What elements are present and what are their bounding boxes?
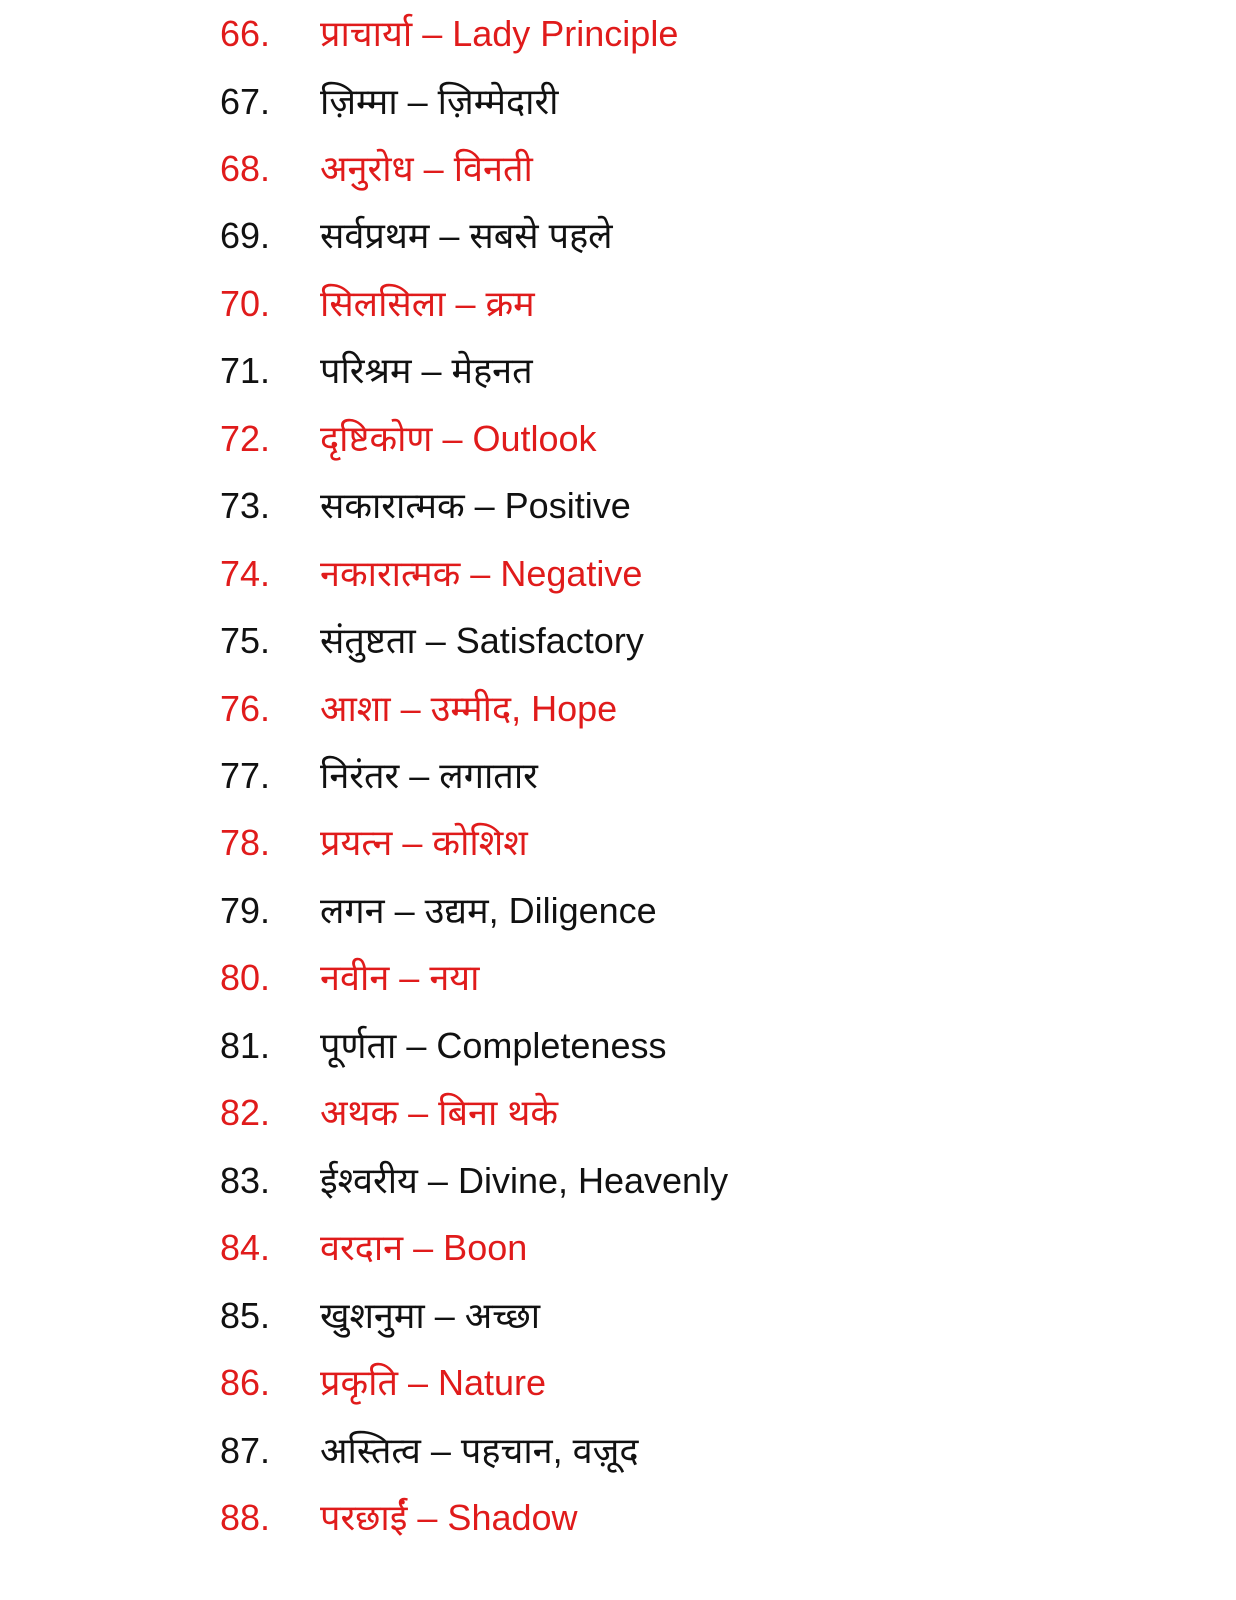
entry-text: अनुरोध – विनती [320,147,533,189]
entry-text: प्रयत्न – कोशिश [320,822,528,864]
vocab-entry [220,1353,1120,1413]
vocab-entry [220,206,1120,266]
entry-text: नवीन – नया [320,957,480,999]
entry-number: 85. [220,1294,271,1336]
entry-text: आशा – उम्मीद, Hope [320,687,618,729]
vocab-entry [220,341,1120,401]
vocab-entry [220,409,1120,469]
entry-text: सकारात्मक – Positive [320,485,631,527]
entry-number: 67. [220,80,271,122]
entry-number: 81. [220,1024,271,1066]
vocab-entry [220,4,1120,64]
entry-text: वरदान – Boon [320,1227,528,1269]
entry-number: 77. [220,755,271,796]
entry-text: सर्वप्रथम – सबसे पहले [320,215,613,257]
entry-number: 76. [220,687,271,729]
entry-number: 75. [220,620,271,662]
vocab-entry [220,476,1120,536]
vocab-entry [220,544,1120,604]
entry-number: 87. [220,1429,271,1471]
vocab-entry [220,1286,1120,1346]
vocab-entry [220,139,1120,199]
entry-text: नकारात्मक – Negative [320,552,643,594]
entry-number: 83. [220,1159,271,1201]
entry-number: 66. [220,13,271,54]
vocab-entry [220,746,1120,806]
entry-number: 72. [220,417,271,459]
vocab-entry [220,274,1120,334]
vocab-entry [220,813,1120,873]
entry-number: 79. [220,889,271,931]
vocab-entry [220,1488,1120,1548]
entry-number: 78. [220,822,271,864]
vocab-entry [220,1218,1120,1278]
entry-text: प्रकृति – Nature [320,1362,547,1403]
entry-number: 69. [220,215,271,257]
vocab-entry [220,1016,1120,1076]
entry-text: संतुष्टता – Satisfactory [320,620,644,662]
vocab-entry [220,1083,1120,1143]
entry-number: 73. [220,485,271,527]
entry-text: परछाईं – Shadow [320,1496,578,1538]
vocab-entry [220,1151,1120,1211]
vocab-entry [220,948,1120,1008]
entry-text: अस्तित्व – पहचान, वज़ूद [320,1429,639,1471]
vocab-entry [220,881,1120,941]
entry-number: 74. [220,552,271,594]
entry-number: 80. [220,957,271,999]
entry-text: खुशनुमा – अच्छा [320,1294,541,1336]
entry-number: 68. [220,147,271,189]
entry-text: लगन – उद्यम, Diligence [320,889,657,931]
entry-number: 84. [220,1227,271,1269]
entry-text: ईश्वरीय – Divine, Heavenly [320,1159,729,1201]
entry-number: 88. [220,1496,271,1538]
entry-text: परिश्रम – मेहनत [320,350,533,392]
entry-text: प्राचार्या – Lady Principle [320,13,679,54]
entry-number: 82. [220,1092,271,1134]
vocab-entry [220,72,1120,132]
entry-text: निरंतर – लगातार [320,755,538,796]
entry-text: दृष्टिकोण – Outlook [320,417,597,459]
entry-text: सिलसिला – क्रम [320,282,535,324]
vocab-entry [220,1421,1120,1481]
entry-text: अथक – बिना थके [320,1092,559,1134]
vocab-entry [220,611,1120,671]
entry-number: 86. [220,1362,271,1403]
entry-number: 70. [220,282,271,324]
entry-number: 71. [220,350,271,392]
entry-text: ज़िम्मा – ज़िम्मेदारी [320,80,559,122]
entry-text: पूर्णता – Completeness [320,1024,667,1066]
vocab-entry [220,679,1120,739]
